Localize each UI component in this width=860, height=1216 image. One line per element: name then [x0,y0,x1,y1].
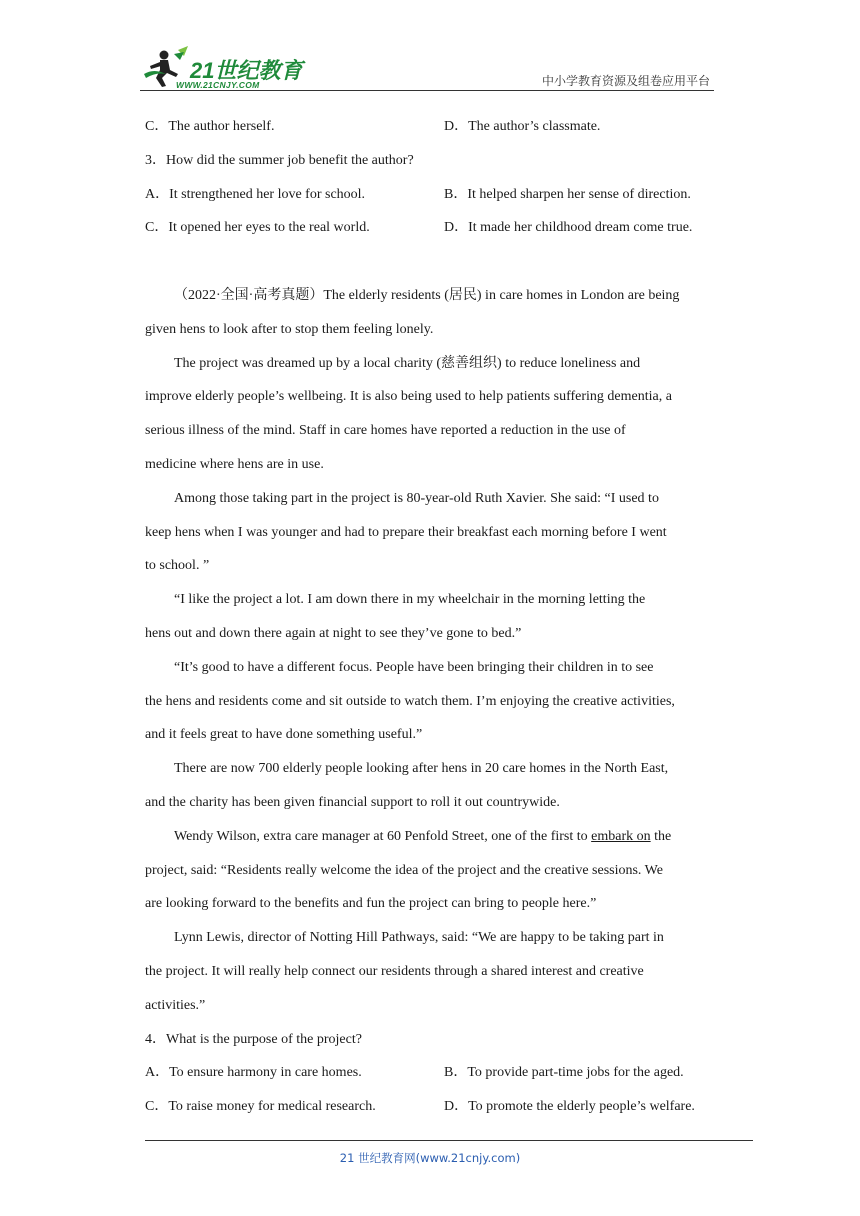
q3-options-row-1 [145,178,725,212]
footer-divider [145,1140,753,1141]
footer-url: (www.21cnjy.com) [415,1151,521,1165]
page-header [140,40,714,92]
logo [140,44,310,90]
passage-line: medicine where hens are in use. [145,456,324,472]
passage-line: keep hens when I was younger and had to prepare their breakfast each morning before I went [145,524,667,540]
passage-line: given hens to look after to stop them feeling lonely. [145,321,434,337]
passage-line: to school. ” [145,558,210,574]
platform-name: 中小学教育资源及组卷应用平台 [541,74,710,88]
q4-options-row-1 [145,1056,725,1090]
passage-line [145,279,725,313]
passage-line: and the charity has been given financial support to roll it out countrywide. [145,794,560,810]
footer-site-name: 21 世纪教育网 [339,1151,416,1165]
passage-line: hens out and down there again at night to see they’ve gone to bed.” [145,625,522,641]
passage-line: Lynn Lewis, director of Notting Hill Pathways, said: “We are happy to be taking part in [174,930,664,946]
page-footer [0,1150,860,1166]
logo-text: 21世纪教育 [190,58,303,83]
passage-text: the [650,828,672,844]
passage-line: There are now 700 elderly people looking after hens in 20 care homes in the North East, [174,761,669,777]
underlined-phrase: embark on [591,828,651,844]
header-divider [140,90,714,91]
q4-option-c: C．To raise money for medical research. [145,1099,376,1115]
logo-url: WWW.21CNJY.COM [176,80,260,90]
passage-line: the project. It will really help connect our residents through a shared interest and creative [145,963,644,979]
passage-line: “It’s good to have a different focus. People have been bringing their children in to see [174,659,654,675]
q3-option-c: C．It opened her eyes to the real world. [145,220,370,236]
passage-line: project, said: “Residents really welcome the idea of the project and the creative sessions. We [145,862,663,878]
passage-line: and it feels great to have done something useful.” [145,727,423,743]
q2-option-d: D．The author’s classmate. [444,119,601,134]
passage-line: Among those taking part in the project is 80-year-old Ruth Xavier. She said: “I used to [174,490,659,506]
document-body [145,110,725,1124]
q3-option-a: A．It strengthened her love for school. [145,186,366,202]
q2-option-c: C．The author herself. [145,119,275,134]
q3-question: 3．How did the summer job benefit the author? [145,152,414,168]
passage-text: The elderly residents (居民) in care homes in London are being [323,287,680,303]
q4-question: 4．What is the purpose of the project? [145,1031,362,1047]
q4-option-b: B．To provide part-time jobs for the aged. [444,1065,684,1081]
passage-line: the hens and residents come and sit outside to watch them. I’m enjoying the creative activities, [145,693,675,709]
q4-option-a: A．To ensure harmony in care homes. [145,1065,362,1081]
passage-text: Wendy Wilson, extra care manager at 60 Penfold Street, one of the first to [174,828,592,844]
passage-line: activities.” [145,997,206,1013]
source-tag: （2022·全国·高考真题） [174,287,324,303]
passage-line: serious illness of the mind. Staff in care homes have reported a reduction in the use of [145,423,626,439]
passage-line [145,820,725,854]
q3-option-b: B．It helped sharpen her sense of direction. [444,186,691,202]
passage-line: The project was dreamed up by a local charity (慈善组织) to reduce loneliness and [174,355,641,371]
passage-line: are looking forward to the benefits and fun the project can bring to people here.” [145,896,597,912]
q4-option-d: D．To promote the elderly people’s welfare. [444,1099,695,1115]
q3-options-row-2 [145,211,725,245]
passage-line: improve elderly people’s wellbeing. It is also being used to help patients suffering dementia, a [145,389,672,405]
q2-options-row [145,110,725,144]
q3-option-d: D．It made her childhood dream come true. [444,220,693,236]
passage-line: “I like the project a lot. I am down there in my wheelchair in the morning letting the [174,592,646,608]
q4-options-row-2 [145,1090,725,1124]
section-gap [145,245,725,279]
